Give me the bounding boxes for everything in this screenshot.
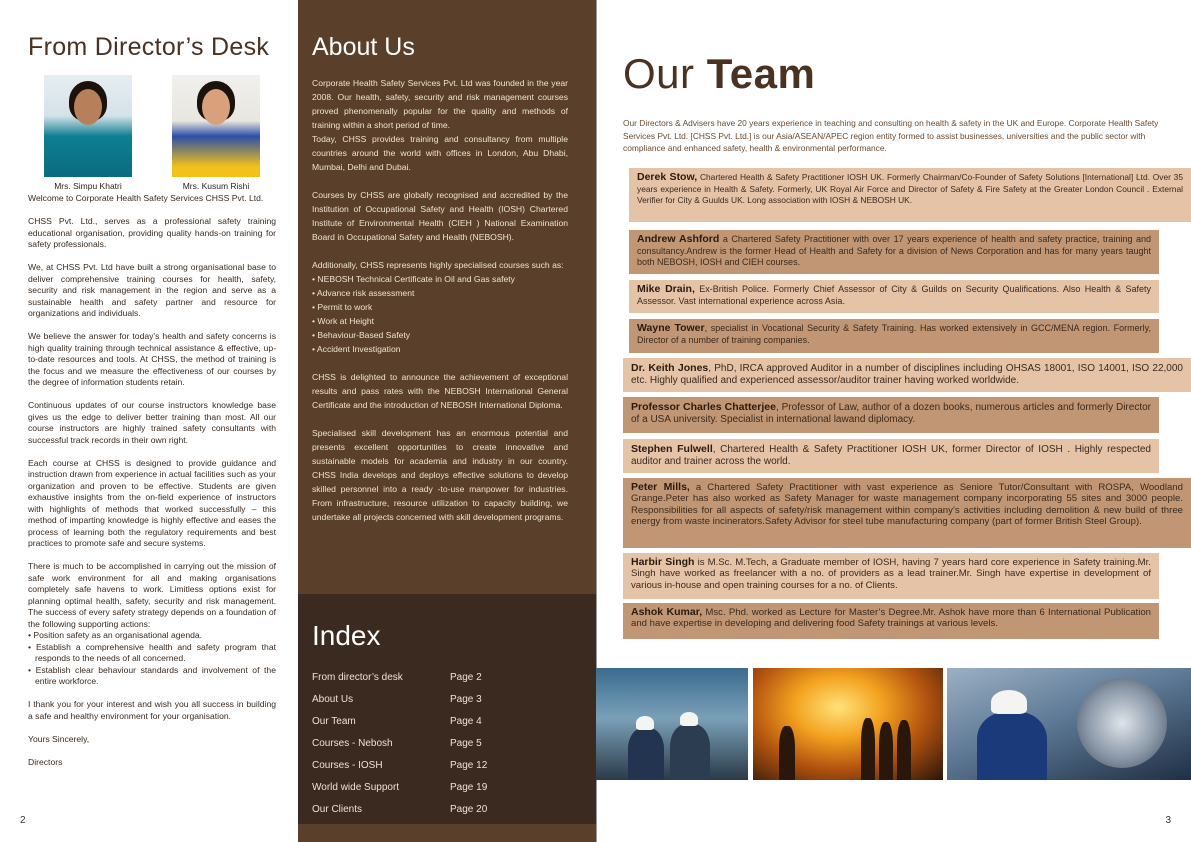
paragraph: We, at CHSS Pvt. Ltd have built a strong organisational base to deliver comprehensive training courses for health, safety, security and risk management in the region and serve as a sustainable health and safety partner and resource for organizations and individuals.	[28, 262, 276, 318]
member-desc: , Professor of Law, author of a dozen books, numerous articles and formerly Director of a USA university. Specialist in international lawand diplomacy.	[631, 402, 1151, 425]
member-name: Wayne Tower	[637, 322, 705, 334]
team-member-card	[623, 358, 1191, 392]
paragraph: Each course at CHSS is designed to provide guidance and instruction drawn from experience in actual facilities such as your organization and proven to be effective. Students are given exhaustive insights from the on-field experience of instructors with highlights of methods that worked successfully – this method of imparting knowledge is highly effective and eases the process of learning both the regulatory requirements and best practices to promote safe and secure systems.	[28, 457, 276, 548]
list-item: • Advance risk assessment	[312, 288, 415, 298]
team-title-bold: Team	[706, 50, 816, 97]
member-desc: a Chartered Safety Practitioner with over 17 years experience of health and safety practice, training and consultancy.Andrew is the former Head of Health and Safety for a division of News Corporation and has for many years taught both NEBOSH, IOSH and CIEH courses.	[637, 234, 1151, 267]
index-page[interactable]: Page 4	[450, 715, 482, 727]
welcome-line: Welcome to Corporate Health Safety Services CHSS Pvt. Ltd.	[28, 193, 264, 203]
photo-caption: Mrs. Simpu Khatri	[54, 181, 122, 191]
member-desc: Msc. Phd. worked as Lecture for Master’s Degree.Mr. Ashok have more than 6 International Publication and have expertise in developing and delivering food Safety trainings at various levels.	[631, 607, 1151, 630]
paragraph: There is much to be accomplished in carrying out the mission of safe work environment for all and making organisations completely safe havens to work. Limitless options exist for planning optimal health, safety, security and risk management. The success of every safety strategy depends on a foundation of the following supporting actions:	[28, 561, 276, 629]
index-label[interactable]: Courses - IOSH	[312, 759, 383, 771]
index-page[interactable]: Page 5	[450, 737, 482, 749]
member-name: Andrew Ashford	[637, 233, 720, 245]
member-desc: , PhD, IRCA approved Auditor in a number of disciplines including OHSAS 18001, ISO 14001, ISO 22,000 etc. Highly qualified and experienced assessor/auditor trainer having worked worldwide.	[631, 363, 1183, 386]
index-page[interactable]: Page 12	[450, 759, 488, 771]
team-member-card	[629, 230, 1159, 274]
paragraph: CHSS Pvt. Ltd., serves as a professional safety training educational organisation, providing quality hands-on training for safety professionals.	[28, 216, 276, 249]
director-letter	[28, 193, 276, 768]
paragraph: Courses by CHSS are globally recognised and accredited by the Institution of Occupational Safety and Health (IOSH) Chartered Institute of Environmental Health (CIEH ) National Examination Board in Occupational Safety and Health (NEBOSH).	[312, 190, 568, 242]
list-item: • Position safety as an organisational agenda.	[28, 630, 203, 640]
about-body	[312, 76, 568, 524]
director-portrait-image	[44, 75, 132, 177]
firefighters-photo	[753, 668, 943, 780]
engineer-machinery-photo	[947, 668, 1191, 780]
index-page[interactable]: Page 3	[450, 693, 482, 705]
member-name: Harbir Singh	[631, 556, 695, 568]
director-photo	[38, 75, 138, 191]
course-list	[312, 272, 568, 356]
index-row[interactable]	[312, 688, 487, 710]
signoff: Yours Sincerely,	[28, 733, 90, 744]
director-photo	[166, 75, 266, 191]
index-row[interactable]	[312, 666, 487, 688]
team-member-card	[623, 478, 1191, 548]
paragraph: Additionally, CHSS represents highly specialised courses such as:	[312, 260, 564, 270]
team-member-card	[629, 280, 1159, 313]
member-name: Derek Stow,	[637, 171, 698, 183]
index-page[interactable]: Page 20	[450, 803, 488, 815]
director-photos	[38, 75, 266, 191]
paragraph: Corporate Health Safety Services Pvt. Ltd was founded in the year 2008. Our health, safety, security and risk management courses proved phenomenally popular for the quality and methods of training within a short period of time.	[312, 78, 568, 130]
index-label[interactable]: World wide Support	[312, 781, 400, 793]
team-member-card	[629, 319, 1159, 353]
list-item: • Establish clear behaviour standards and involvement of the entire workforce.	[28, 664, 276, 686]
index-row[interactable]	[312, 798, 487, 820]
index-table	[312, 666, 487, 820]
paragraph: Specialised skill development has an enormous potential and presents excellent opportunities to create innovative and sustainable models for academia and industry in our country. CHSS India develops and deploys effective solutions to develop skilled personnel into a ready -to-use manpower for industries. From infrastructure, resource utilization to capacity building, we undertake all projects concerned with skill development programs.	[312, 428, 568, 522]
photo-caption: Mrs. Kusum Rishi	[182, 181, 250, 191]
member-name: Dr. Keith Jones	[631, 362, 709, 374]
member-desc: is M.Sc. M.Tech, a Graduate member of IOSH, having 7 years hard core experience in Safety training.Mr. Singh have worked as freelancer with a no. of providers as a lead trainer.Mr. Singh have expertise in development of various in-house and open training courses for a no. of Clients.	[631, 557, 1151, 591]
index-label[interactable]: Our Team	[312, 715, 356, 727]
team-member-card	[629, 168, 1191, 222]
member-desc: , Chartered Health & Safety Practitioner IOSH UK, former Director of IOSH . Highly respected auditor and trainer across the world.	[631, 444, 1151, 467]
team-member-card	[623, 553, 1159, 599]
member-desc: a Chartered Safety Practitioner with vast experience as Seniore Tutor/Consultant with ROSPA, Woodland Grange.Peter has also worked as Safety Manager for waste management company incorporating 55 sites and 3000 people. Responsibilities for all aspects of safety/risk management within company’s activities including demolition & new build of three energy from waste incinerators.Safety Advisor for steel tube manufacturing company (part of former British Steel Group).	[631, 482, 1183, 528]
team-member-card	[623, 439, 1159, 473]
list-item: • Work at Height	[312, 316, 375, 326]
member-name: Professor Charles Chatterjee	[631, 401, 776, 413]
list-item: • Accident Investigation	[312, 344, 401, 354]
index-panel	[298, 594, 596, 824]
member-desc: Chartered Health & Safety Practitioner IOSH UK. Formerly Chairman/Co-Founder of Safety Solutions [International] Ltd. Over 35 years experience in Health & Safety. Formerly, UK Royal Air Force and Director of Safety & Fire Safety at the Greater London Council . External Verifier for City & Guulds UK. Long association with IOSH & NEBOSH UK.	[637, 172, 1183, 205]
action-list	[28, 630, 276, 688]
page-number: 3	[1165, 815, 1171, 826]
index-row[interactable]	[312, 732, 487, 754]
list-item: • Permit to work	[312, 302, 373, 312]
list-item: • Establish a comprehensive health and safety program that responds to the needs of all concerned.	[28, 641, 276, 663]
page-title: From Director’s Desk	[28, 33, 270, 61]
closing-paragraph: I thank you for your interest and wish you all success in building a safe and healthy environment for your organisation.	[28, 699, 276, 721]
member-name: Mike Drain,	[637, 283, 695, 295]
section-title: About Us	[312, 33, 415, 61]
list-item: • NEBOSH Technical Certificate in Oil and Gas safety	[312, 274, 515, 284]
index-row[interactable]	[312, 710, 487, 732]
index-page[interactable]: Page 2	[450, 671, 482, 683]
index-title: Index	[312, 620, 381, 651]
paragraph: We believe the answer for today’s health and safety concerns is high quality training through technical assistance & effective, up-to-date resources and tools. At CHSS, the method of training is the focus and we measure the effectiveness of our courses by the degree of information students retain.	[28, 331, 276, 387]
team-member-card	[623, 397, 1159, 433]
index-label[interactable]: Courses - Nebosh	[312, 737, 393, 749]
index-label[interactable]: About Us	[312, 693, 354, 705]
bottom-bar	[298, 824, 596, 842]
paragraph: Continuous updates of our course instructors knowledge base gives us the edge to deliver better training than most. All our course instructors are highly trained safety consultants with successful track records in their own right.	[28, 400, 276, 445]
index-row[interactable]	[312, 754, 487, 776]
paragraph: CHSS is delighted to announce the achievement of exceptional results and pass rates with the NEBOSH International General Certificate and the introduction of NEBOSH International Diploma.	[312, 372, 568, 410]
member-name: Ashok Kumar,	[631, 606, 703, 618]
member-desc: Ex-British Police. Formerly Chief Assessor of City & Guilds on Security Qualifications. Also Health & Safety Assessor. Vast international experience across Asia.	[637, 284, 1151, 306]
member-name: Stephen Fulwell	[631, 443, 713, 455]
page-number: 2	[20, 815, 26, 826]
our-team-page	[596, 0, 1191, 842]
directors-desk-page	[0, 0, 298, 842]
team-member-card	[623, 603, 1159, 639]
team-title-light: Our	[623, 50, 707, 97]
index-row[interactable]	[312, 776, 487, 798]
refinery-workers-photo	[596, 668, 748, 780]
director-portrait-image	[172, 75, 260, 177]
list-item: • Behaviour-Based Safety	[312, 330, 411, 340]
team-intro: Our Directors & Advisers have 20 years experience in teaching and consulting on health & safety in the UK and Europe. Corporate Health Safety Services Pvt. Ltd. [CHSS Pvt. Ltd.] is our Asia/ASEAN/APEC region entity formed to assist businesses, universities and the public sector with compliance and enhanced safety, health & environmental performance.	[623, 118, 1159, 153]
member-desc: , specialist in Vocational Security & Safety Training. Has worked extensively in GCC/MENA region. Formerly, Director of a number of training companies.	[637, 323, 1152, 345]
index-page[interactable]: Page 19	[450, 781, 488, 793]
paragraph: Today, CHSS provides training and consultancy from multiple countries around the world with offices in London, Abu Dhabi, Mumbai, Delhi and Dubai.	[312, 134, 568, 172]
team-title	[623, 50, 815, 98]
member-name: Peter Mills,	[631, 481, 690, 493]
signature: Directors	[28, 756, 63, 767]
index-label[interactable]: From director’s desk	[312, 671, 403, 683]
index-label[interactable]: Our Clients	[312, 803, 363, 815]
